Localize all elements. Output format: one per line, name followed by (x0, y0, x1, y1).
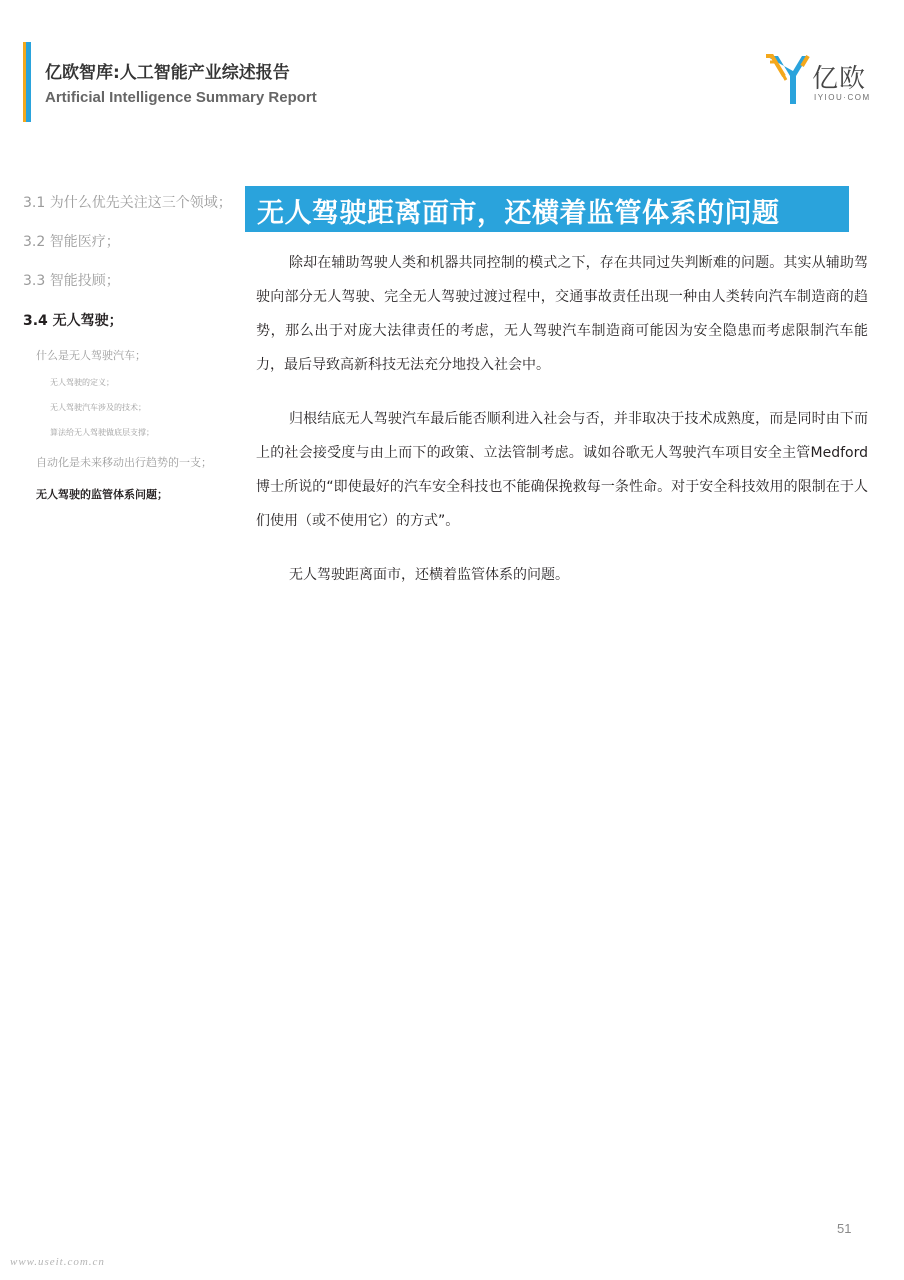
section-title-banner (245, 186, 849, 232)
body-paragraph-1: 除却在辅助驾驶人类和机器共同控制的模式之下，存在共同过失判断难的问题。其实从辅助驾驶向部分无人驾驶、完全无人驾驶过渡过程中，交通事故责任出现一种由人类转向汽车制造商的趋势，那么出于对庞大法律责任的考虑，无人驾驶汽车制造商可能因为安全隐患而考虑限制汽车能力，最后导致高新科技无法充分地投入社会中。 (256, 255, 868, 373)
logo-subtext: IYIOU·COM (814, 93, 871, 102)
body-paragraph-2: 归根结底无人驾驶汽车最后能否顺利进入社会与否，并非取决于技术成熟度，而是同时由下而上的社会接受度与由上而下的政策、立法管制考虑。诚如谷歌无人驾驶汽车项目安全主管Medford博士所说的“即使最好的汽车安全科技也不能确保挽救每一条性命。对于安全科技效用的限制在于人们使用（或不使用它）的方式”。 (256, 411, 868, 529)
section-title: 无人驾驶距离面市，还横着监管体系的问题 (257, 198, 780, 229)
report-title-en: Artificial Intelligence Summary Report (45, 89, 317, 106)
report-title-cn: 亿欧智库:人工智能产业综述报告 (45, 63, 290, 83)
toc-item-3-4[interactable]: 3.4 无人驾驶； (23, 313, 123, 329)
toc-item-3-2[interactable]: 3.2 智能医疗； (23, 234, 120, 250)
watermark: www.useit.com.cn (10, 1256, 105, 1268)
logo-text: 亿欧 (812, 64, 867, 94)
toc-item-3-3[interactable]: 3.3 智能投顾； (23, 273, 120, 289)
toc-item-automation[interactable]: 自动化是未来移动出行趋势的一支； (36, 456, 212, 469)
toc-item-technology[interactable]: 无人驾驶汽车涉及的技术； (50, 403, 146, 412)
section-body (256, 246, 868, 612)
toc-item-algorithm[interactable]: 算法给无人驾驶做底层支撑； (50, 428, 154, 437)
toc-item-definition[interactable]: 无人驾驶的定义； (50, 378, 114, 387)
toc-item-regulation[interactable]: 无人驾驶的监管体系问题； (36, 488, 168, 501)
body-paragraph-3: 无人驾驶距离面市，还横着监管体系的问题。 (289, 567, 569, 583)
toc-item-3-1[interactable]: 3.1 为什么优先关注这三个领域； (23, 195, 232, 211)
header-accent-stripe (23, 42, 26, 122)
toc-item-what-is[interactable]: 什么是无人驾驶汽车； (36, 349, 146, 362)
page-number: 51 (837, 1221, 852, 1236)
